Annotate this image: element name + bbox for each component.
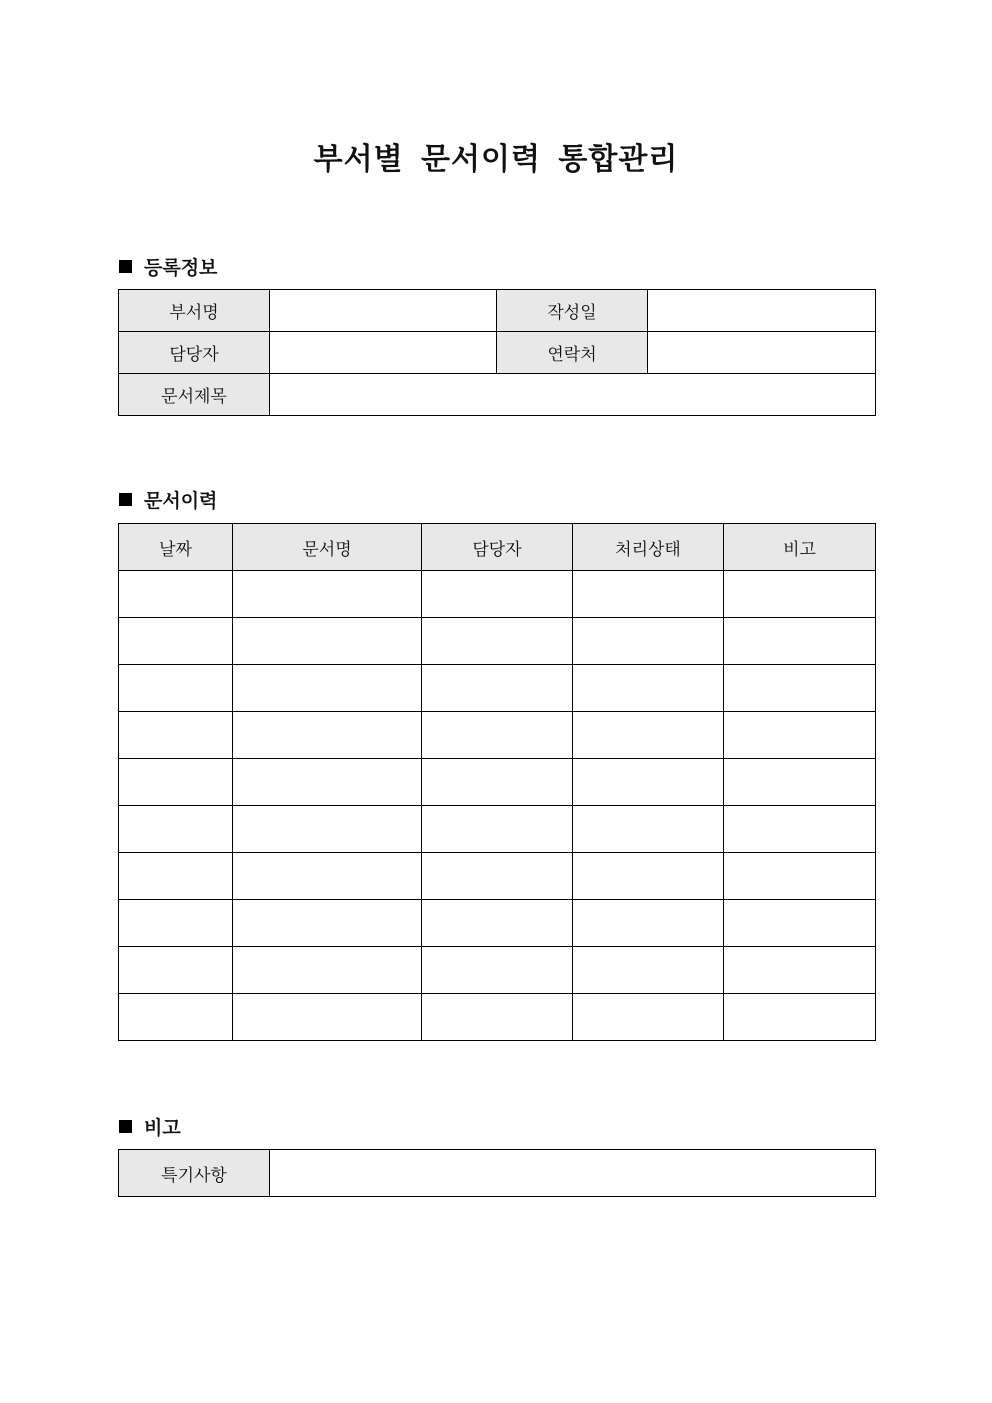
doc-name-cell[interactable] <box>233 618 422 665</box>
contact-field[interactable] <box>648 332 876 374</box>
registration-table <box>118 289 876 416</box>
black-square-icon <box>119 1120 132 1133</box>
date-cell[interactable] <box>119 994 233 1041</box>
table-row <box>119 374 876 416</box>
table-row <box>119 712 876 759</box>
manager-cell[interactable] <box>422 994 573 1041</box>
table-row <box>119 665 876 712</box>
black-square-icon <box>119 260 132 273</box>
table-row <box>119 759 876 806</box>
doc-name-cell[interactable] <box>233 994 422 1041</box>
manager-cell[interactable] <box>422 712 573 759</box>
manager-field[interactable] <box>270 332 497 374</box>
column-header-status: 처리상태 <box>573 524 724 571</box>
registration-section-heading <box>119 253 217 280</box>
manager-cell[interactable] <box>422 947 573 994</box>
contact-label: 연락처 <box>497 332 648 374</box>
date-cell[interactable] <box>119 900 233 947</box>
remarks-cell[interactable] <box>724 618 876 665</box>
table-row <box>119 853 876 900</box>
date-cell[interactable] <box>119 853 233 900</box>
table-row <box>119 900 876 947</box>
date-cell[interactable] <box>119 759 233 806</box>
remarks-section-heading <box>119 1113 181 1140</box>
table-row <box>119 994 876 1041</box>
doc-name-cell[interactable] <box>233 900 422 947</box>
special-notes-field[interactable] <box>270 1150 876 1197</box>
column-header-remarks: 비고 <box>724 524 876 571</box>
remarks-heading-text: 비고 <box>144 1117 181 1139</box>
status-cell[interactable] <box>573 806 724 853</box>
doc-name-cell[interactable] <box>233 712 422 759</box>
doc-name-cell[interactable] <box>233 806 422 853</box>
status-cell[interactable] <box>573 947 724 994</box>
manager-cell[interactable] <box>422 806 573 853</box>
table-row <box>119 332 876 374</box>
table-row <box>119 806 876 853</box>
column-header-date: 날짜 <box>119 524 233 571</box>
table-row <box>119 290 876 332</box>
status-cell[interactable] <box>573 994 724 1041</box>
remarks-cell[interactable] <box>724 853 876 900</box>
remarks-cell[interactable] <box>724 994 876 1041</box>
registration-heading-text: 등록정보 <box>144 257 218 279</box>
table-row <box>119 1150 876 1197</box>
history-header-row <box>119 524 876 571</box>
status-cell[interactable] <box>573 665 724 712</box>
history-table <box>118 523 876 1041</box>
date-label: 작성일 <box>497 290 648 332</box>
manager-cell[interactable] <box>422 571 573 618</box>
remarks-cell[interactable] <box>724 759 876 806</box>
date-cell[interactable] <box>119 618 233 665</box>
status-cell[interactable] <box>573 571 724 618</box>
doc-name-cell[interactable] <box>233 947 422 994</box>
status-cell[interactable] <box>573 900 724 947</box>
table-row <box>119 571 876 618</box>
date-cell[interactable] <box>119 712 233 759</box>
doc-title-label: 문서제목 <box>119 374 270 416</box>
date-cell[interactable] <box>119 665 233 712</box>
manager-cell[interactable] <box>422 853 573 900</box>
status-cell[interactable] <box>573 853 724 900</box>
date-cell[interactable] <box>119 806 233 853</box>
doc-name-cell[interactable] <box>233 759 422 806</box>
doc-title-field[interactable] <box>270 374 876 416</box>
doc-name-cell[interactable] <box>233 853 422 900</box>
remarks-cell[interactable] <box>724 806 876 853</box>
page-title: 부서별 문서이력 통합관리 <box>313 142 679 177</box>
status-cell[interactable] <box>573 759 724 806</box>
dept-name-label: 부서명 <box>119 290 270 332</box>
manager-label: 담당자 <box>119 332 270 374</box>
status-cell[interactable] <box>573 712 724 759</box>
remarks-cell[interactable] <box>724 665 876 712</box>
doc-name-cell[interactable] <box>233 665 422 712</box>
date-field[interactable] <box>648 290 876 332</box>
remarks-cell[interactable] <box>724 712 876 759</box>
history-section-heading <box>119 486 217 513</box>
manager-cell[interactable] <box>422 665 573 712</box>
remarks-cell[interactable] <box>724 947 876 994</box>
remarks-cell[interactable] <box>724 571 876 618</box>
manager-cell[interactable] <box>422 759 573 806</box>
date-cell[interactable] <box>119 571 233 618</box>
date-cell[interactable] <box>119 947 233 994</box>
doc-name-cell[interactable] <box>233 571 422 618</box>
remarks-table <box>118 1149 876 1197</box>
history-heading-text: 문서이력 <box>144 490 218 512</box>
dept-name-field[interactable] <box>270 290 497 332</box>
status-cell[interactable] <box>573 618 724 665</box>
table-row <box>119 618 876 665</box>
table-row <box>119 947 876 994</box>
column-header-doc-name: 문서명 <box>233 524 422 571</box>
special-notes-label: 특기사항 <box>119 1150 270 1197</box>
column-header-manager: 담당자 <box>422 524 573 571</box>
black-square-icon <box>119 493 132 506</box>
manager-cell[interactable] <box>422 618 573 665</box>
manager-cell[interactable] <box>422 900 573 947</box>
remarks-cell[interactable] <box>724 900 876 947</box>
